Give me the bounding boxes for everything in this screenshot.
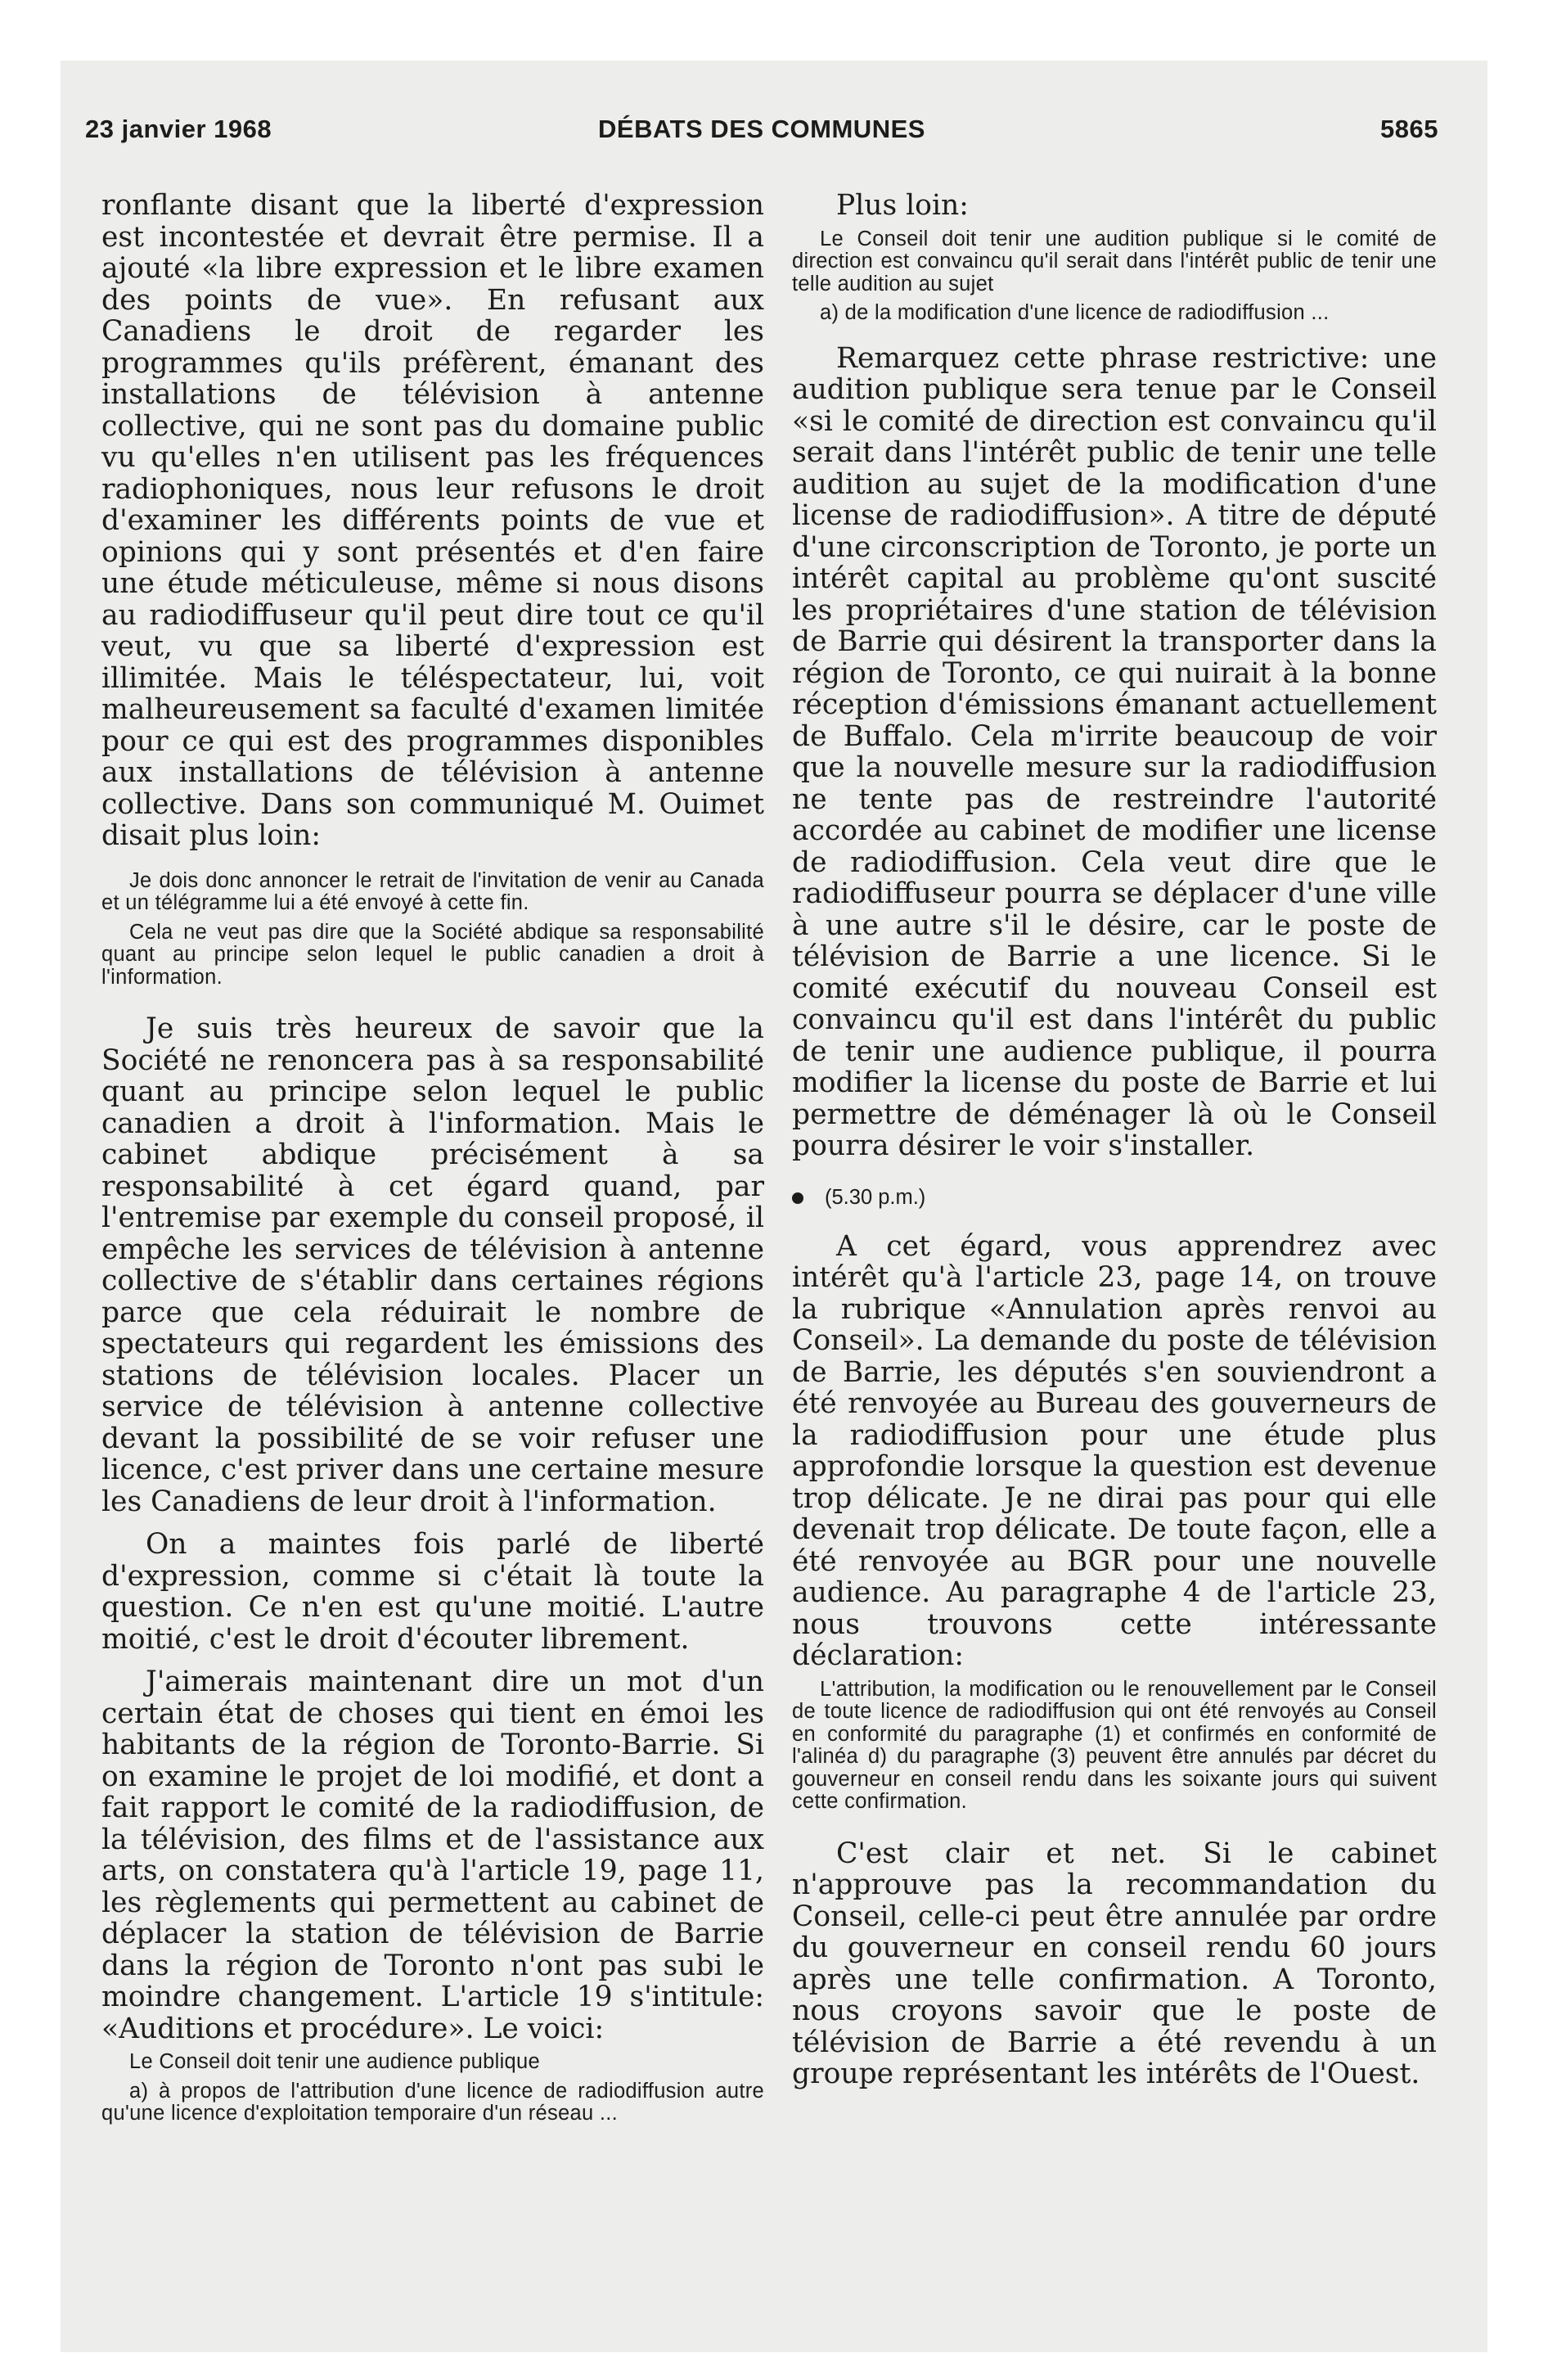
paragraph: J'aimerais maintenant dire un mot d'un certain état de choses qui tient en émoi les habitants de la région de Toronto-Barrie. Si on examine le projet de loi modifié, et dont a fait rapport le comité de la radiodiffusion, de la télévision, des films et de l'assistance aux arts, on constatera qu'à l'article 19, page 11, les règlements qui permettent au cabinet de déplacer la station de télévision de Barrie dans la région de Toronto n'ont pas subi le moindre changement. L'article 19 s'intitule: «Auditions et procédure». Le voici:: [101, 1666, 764, 2045]
paragraph: A cet égard, vous apprendrez avec intérêt qu'à l'article 23, page 14, on trouve la rubrique «Annulation après renvoi au Conseil». La demande du poste de télévision de Barrie, les députés s'en souviendront a été renvoyée au Bureau des gouverneurs de la radiodiffusion pour une étude plus approfondie lorsque la question est devenue trop délicate. Je ne dirai pas pour qui elle devenait trop délicate. De toute façon, elle a été renvoyée au BGR pour une nouvelle audience. Au paragraphe 4 de l'article 23, nous trouvons cette intéressante déclaration:: [792, 1229, 1437, 1672]
paragraph: Remarquez cette phrase restrictive: une audition publique sera tenue par le Conseil «si le comité de direction est convaincu qu'il serait dans l'intérêt public de tenir une telle audition au sujet de la modification d'une license de radiodiffusion». A titre de député d'une circonscription de Toronto, je porte un intérêt capital au problème qu'ont suscité les propriétaires d'une station de télévision de Barrie qui désirent la transporter dans la région de Toronto, ce qui nuirait à la bonne réception d'émissions émanant actuellement de Buffalo. Cela m'irrite beaucoup de voir que la nouvelle mesure sur la radiodiffusion ne tente pas de restreindre l'autorité accordée au cabinet de modifier une license de radiodiffusion. Cela veut dire que le radiodiffuseur pourra se déplacer d'une ville à une autre s'il le désire, car le poste de télévision de Barrie a une licence. Si le comité exécutif du nouveau Conseil est convaincu qu'il est dans l'intérêt du public de tenir une audience publique, il pourra modifier la license du poste de Barrie et lui permettre de déménager là où le Conseil pourra désirer le voir s'installer.: [792, 341, 1437, 1162]
paragraph: Plus loin:: [836, 189, 969, 222]
quote: Cela ne veut pas dire que la Société abdique sa responsabilité quant au principe selon lequel le public canadien a droit à l'information.: [101, 920, 764, 989]
quote: a) de la modification d'une licence de radiodiffusion ...: [820, 301, 1330, 324]
time-marker: [792, 1185, 1437, 1210]
quote: Le Conseil doit tenir une audition publique si le comité de direction est convaincu qu'il serait dans l'intérêt public de tenir une telle audition au sujet: [792, 227, 1437, 295]
right-column: [792, 190, 1437, 2090]
quote: Je dois donc annoncer le retrait de l'invitation de venir au Canada et un télégramme lui a été envoyé à cette fin.: [101, 868, 764, 914]
quote: Le Conseil doit tenir une audience publique: [129, 2050, 541, 2073]
quote: L'attribution, la modification ou le renouvellement par le Conseil de toute licence de radiodiffusion qui ont été renvoyés au Conseil en conformité du paragraphe (1) et confirmés en conformité de l'alinéa d) du paragraphe (3) peuvent être annulés par décret du gouverneur en conseil rendu dans les soixante jours qui suivent cette confirmation.: [792, 1677, 1437, 1813]
header-title: DÉBATS DES COMMUNES: [598, 115, 925, 143]
page-header: [85, 115, 1438, 164]
paragraph: On a maintes fois parlé de liberté d'expression, comme si c'était là toute la question. Ce n'en est qu'une moitié. L'autre moitié, c'est le droit d'écouter librement.: [101, 1528, 764, 1656]
bullet-icon: [792, 1192, 803, 1204]
quote: a) à propos de l'attribution d'une licence de radiodiffusion autre qu'une licence d'exploitation temporaire d'un réseau ...: [101, 2079, 764, 2125]
header-page-number: 5865: [1380, 115, 1438, 143]
paragraph: Je suis très heureux de savoir que la Société ne renoncera pas à sa responsabilité quant au principe selon lequel le public canadien a droit à l'information. Mais le cabinet abdique précisément à sa responsabilité à cet égard quand, par l'entremise par exemple du conseil proposé, il empêche les services de télévision à antenne collective de s'établir dans certaines régions parce que cela réduirait le nombre de spectateurs qui regardent les émissions des stations de télévision locales. Placer un service de télévision à antenne collective devant la possibilité de se voir refuser une licence, c'est priver dans une certaine mesure les Canadiens de leur droit à l'information.: [101, 1012, 764, 1518]
paragraph: ronflante disant que la liberté d'expression est incontestée et devrait être permise. Il a ajouté «la libre expression et le libre examen des points de vue». En refusant aux Canadiens le droit de regarder les programmes qu'ils préfèrent, émanant des installations de télévision à antenne collective, qui ne sont pas du domaine public vu qu'elles n'en utilisent pas les fréquences radiophoniques, nous leur refusons le droit d'examiner les différents points de vue et opinions qui y sont présentés et d'en faire une étude méticuleuse, même si nous disons au radiodiffuseur qu'il peut dire tout ce qu'il veut, vu que sa liberté d'expression est illimitée. Mais le téléspectateur, lui, voit malheureusement sa faculté d'examen limitée pour ce qui est des programmes disponibles aux installations de télévision à antenne collective. Dans son communiqué M. Ouimet disait plus loin:: [101, 189, 764, 852]
header-date: 23 janvier 1968: [85, 115, 272, 143]
paragraph: C'est clair et net. Si le cabinet n'approuve pas la recommandation du Conseil, celle-ci peut être annulée par ordre du gouverneur en conseil rendu 60 jours après une telle confirmation. A Toronto, nous croyons savoir que le poste de télévision de Barrie a été revendu à un groupe représentant les intérêts de l'Ouest.: [792, 1837, 1437, 2090]
left-column: [101, 190, 764, 2125]
time-text: (5.30 p.m.): [825, 1185, 926, 1209]
